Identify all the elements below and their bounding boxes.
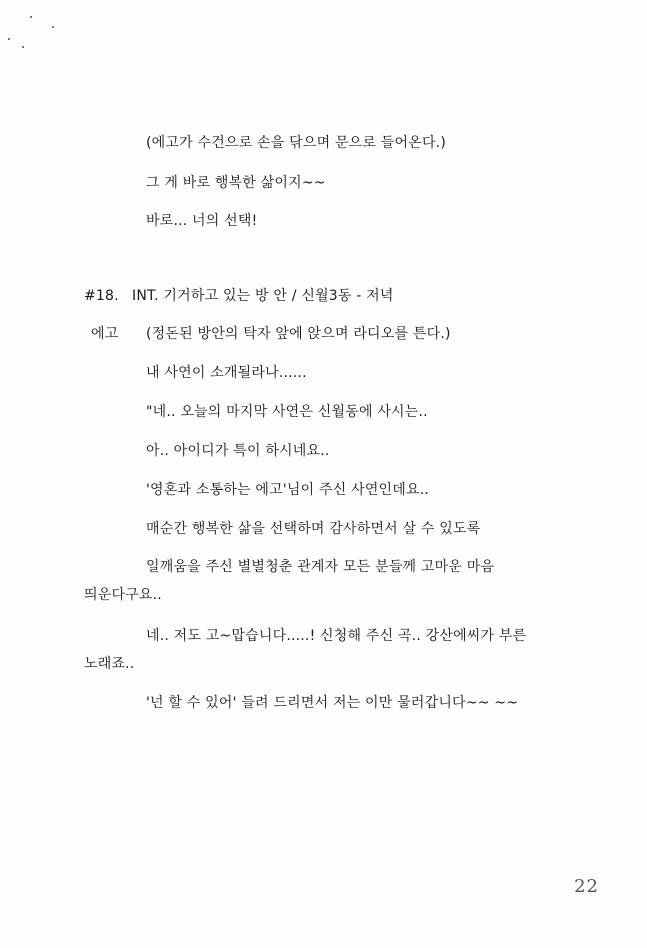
dialogue-line: 내 사연이 소개될라나......: [146, 365, 307, 381]
scene-number: #18.: [84, 288, 119, 304]
dialogue-line: '넌 할 수 있어' 들려 드리면서 저는 이만 물러갑니다~~ ~~: [146, 695, 519, 711]
stage-direction: (정돈된 방안의 탁자 앞에 앉으며 라디오를 튼다.): [146, 326, 451, 342]
dialogue-line: '영혼과 소통하는 에고'님이 주신 사연인데요..: [146, 482, 430, 498]
dialogue-line: 아.. 아이디가 특이 하시네요..: [146, 443, 330, 459]
dialogue-line: 노래죠..: [84, 656, 135, 672]
dialogue-line: "네.. 오늘의 마지막 사연은 신월동에 사시는..: [146, 404, 428, 420]
dialogue-line: 매순간 행복한 삶을 선택하며 감사하면서 살 수 있도록: [146, 521, 481, 537]
scene-heading: INT. 기거하고 있는 방 안 / 신월3동 - 저녁: [132, 288, 394, 304]
stage-direction: (에고가 수건으로 손을 닦으며 문으로 들어온다.): [146, 135, 446, 151]
page-number: 22: [574, 876, 599, 897]
dialogue-line: 띄운다구요..: [84, 587, 162, 603]
dialogue-line: 그 게 바로 행복한 삶이지~~: [146, 175, 326, 191]
dialogue-line: 네.. 저도 고~맙습니다.....! 신청해 주신 곡.. 강산에씨가 부른: [146, 628, 527, 644]
scan-speck: [22, 46, 24, 48]
scan-speck: [52, 26, 54, 28]
scan-speck: [30, 16, 32, 18]
dialogue-line: 바로... 너의 선택!: [146, 213, 258, 229]
dialogue-line: 일깨움을 주신 별별청춘 관계자 모든 분들께 고마운 마음: [146, 559, 495, 575]
speaker-name: 에고: [91, 326, 119, 342]
scan-speck: [8, 38, 10, 40]
